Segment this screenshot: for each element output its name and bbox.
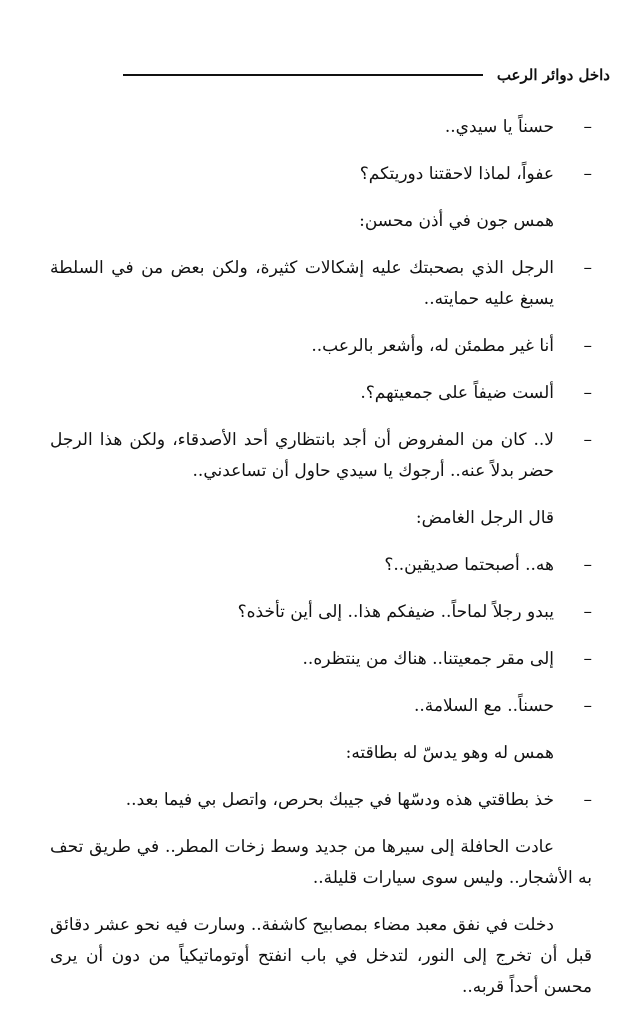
dialogue-line: – هه.. أصبحتما صديقين..؟ [50, 550, 592, 581]
narration-line: همس جون في أذن محسن: [359, 211, 554, 231]
header-rule [123, 74, 483, 76]
running-header [110, 62, 610, 88]
dialogue-line: – أنا غير مطمئن له، وأشعر بالرعب.. [50, 331, 592, 362]
dialogue-line: – حسناً.. مع السلامة.. [50, 691, 592, 722]
narration-line: قال الرجل الغامض: [415, 508, 554, 528]
dialogue-line: – خذ بطاقتي هذه ودسّها في جيبك بحرص، واتصل بي فيما بعد.. [50, 785, 592, 816]
narration-line: همس له وهو يدسّ له بطاقته: [345, 743, 554, 763]
dialogue-line: – لا.. كان من المفروض أن أجد بانتظاري أحد الأصدقاء، ولكن هذا الرجل حضر بدلاً عنه.. أرجوك يا سيدي حاول أن تساعدني.. [50, 425, 592, 487]
dialogue-line: – إلى مقر جمعيتنا.. هناك من ينتظره.. [50, 644, 592, 675]
dialogue-line: – ألست ضيفاً على جمعيتهم؟. [50, 378, 592, 409]
narrative-paragraph: عادت الحافلة إلى سيرها من جديد وسط زخات المطر.. في طريق تحف به الأشجار.. وليس سوى سيارات قليلة.. [50, 837, 592, 888]
dialogue-line: – عفواً، لماذا لاحقتنا دوريتكم؟ [50, 159, 592, 190]
dialogue-line: – حسناً يا سيدي.. [50, 112, 592, 143]
page-body [50, 112, 592, 1019]
narrative-paragraph: دخلت في نفق معبد مضاء بمصابيح كاشفة.. وسارت فيه نحو عشر دقائق قبل أن تخرج إلى النور، لتدخل في باب انفتح أوتوماتيكياً من دون أن يرى محسن أحداً قربه.. [50, 915, 592, 997]
dialogue-line: – الرجل الذي بصحبتك عليه إشكالات كثيرة، ولكن بعض من في السلطة يسبغ عليه حمايته.. [50, 253, 592, 315]
dialogue-line: – يبدو رجلاً لماحاً.. ضيفكم هذا.. إلى أين تأخذه؟ [50, 597, 592, 628]
chapter-title: داخل دوائر الرعب [496, 66, 610, 84]
